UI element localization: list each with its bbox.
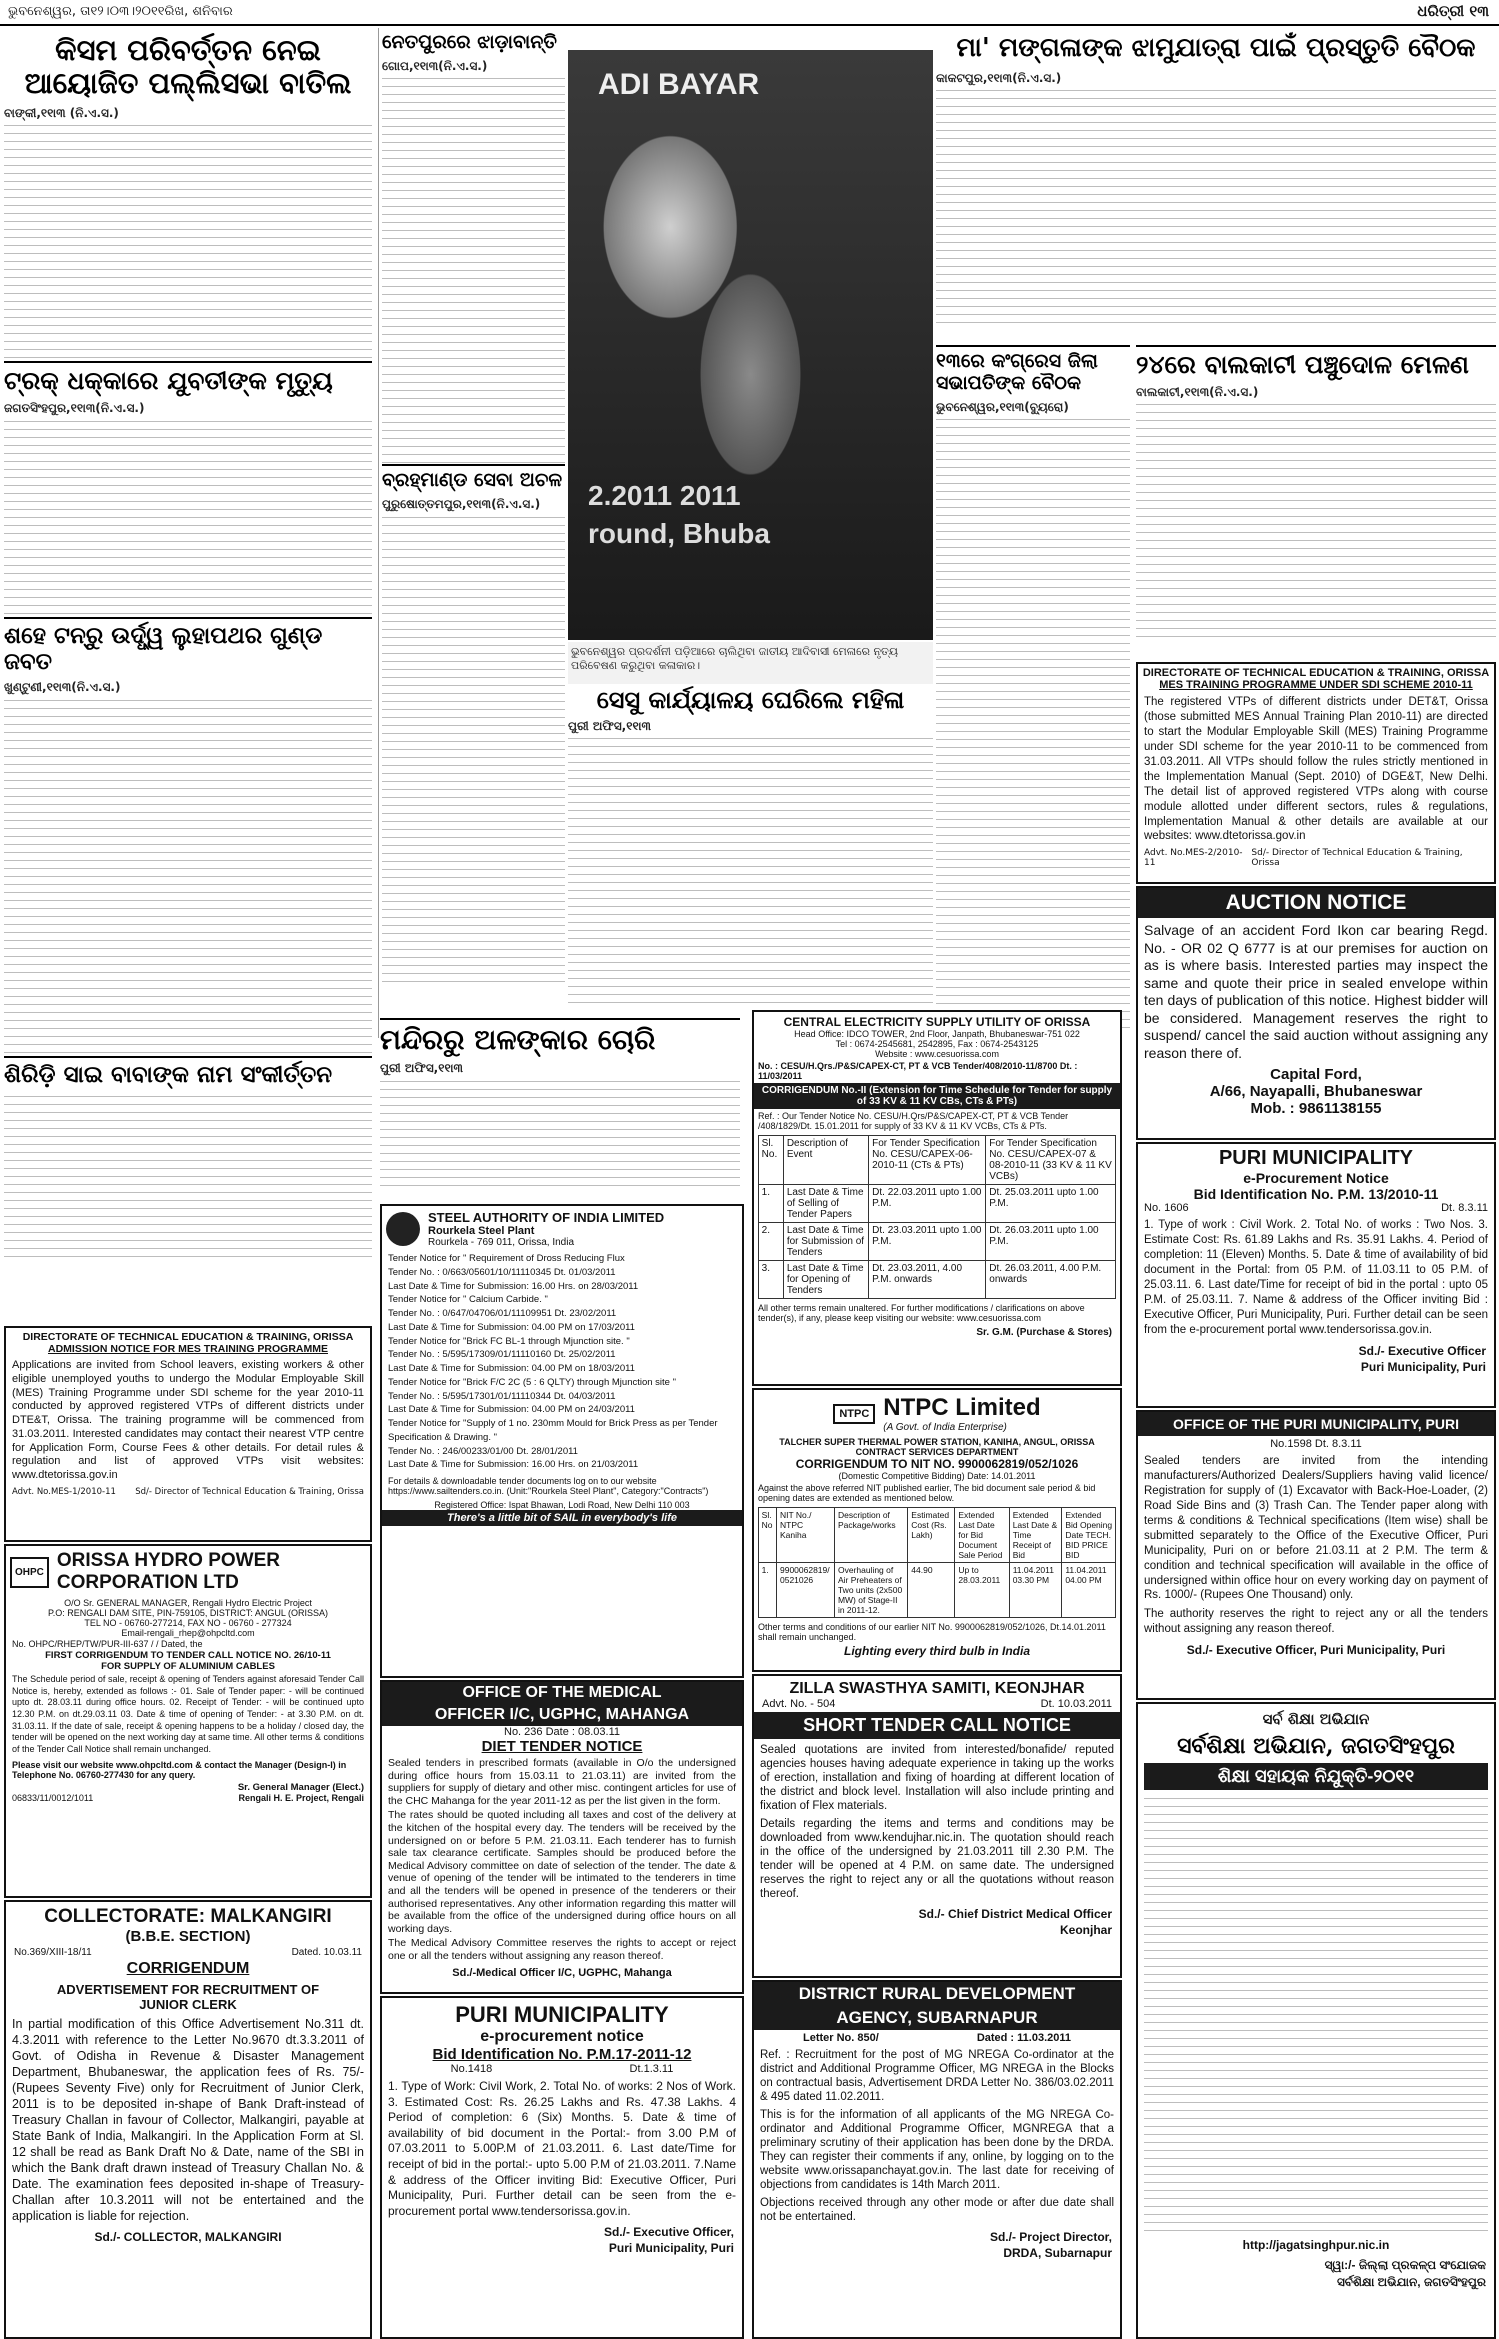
cesu-website: Website : www.cesuorissa.com [875, 1049, 999, 1059]
cesu-th: For Tender Specification No. CESU/CAPEX-07 & 08-2010-11 (33 KV & 11 KV VCBs) [986, 1136, 1116, 1185]
sarva-body-text [1144, 1794, 1488, 2234]
zilla-date: Dt. 10.03.2011 [1040, 1698, 1112, 1710]
sail-address: Rourkela - 769 011, Orissa, India [428, 1237, 575, 1248]
zilla-advt: Advt. No. - 504 [762, 1698, 836, 1710]
cesu-cell: Dt. 25.03.2011 upto 1.00 P.M. [986, 1185, 1116, 1223]
cesu-sign: Sr. G.M. (Purchase & Stores) [976, 1327, 1112, 1338]
cesu-telephone: Tel : 0674-2545681, 2542895, Fax : 0674-2543125 [835, 1039, 1039, 1049]
sail-website: For details & downloadable tender documents log on to our website https://www.sailtenders.co.in. (Unit:"Rourkela Steel Plant", Category:"Contracts") [388, 1476, 709, 1497]
puri-office-title: OFFICE OF THE PURI MUNICIPALITY, PURI [1138, 1412, 1494, 1436]
congress-story [936, 345, 1130, 1052]
cesu-cell: 2. [758, 1223, 783, 1261]
auction-body: Salvage of an accident Ford Ikon car bearing Regd. No. - OR 02 Q 6777 is at our premises for auction on as is where basis. Interested parties may inspect the same and quote their price in sealed envelope within ten days of publication of this notice. Highest bidder will be considered. Management reserves the right to suspend/ cancel the said auction without assigning any reason there of. [1144, 922, 1488, 1061]
balakati-dateline: ବାଲକାଟୀ,୧୧ା୩(ନି.ଏ.ସ.) [1136, 384, 1259, 399]
dte-mes-advt: Advt. No.MES-2/2010-11 [1144, 848, 1243, 869]
drda-letter: Letter No. 850/ [803, 2032, 879, 2044]
cesu-cell: Last Date & Time for Opening of Tenders [783, 1261, 868, 1299]
congress-text [936, 415, 1130, 1035]
cesu-cell: Last Date & Time for Submission of Tenders [783, 1223, 868, 1261]
sail-plant: Rourkela Steel Plant [428, 1225, 535, 1237]
sarva-title: ସର୍ବଶିକ୍ଷା ଅଭିଯାନ, ଜଗତସିଂହପୁର [1177, 1733, 1455, 1759]
list-item: Tender No. : 246/00233/01/00 Dt. 28/01/2011 [388, 1445, 578, 1457]
collector-sign: Sd./- COLLECTOR, MALKANGIRI [94, 2230, 282, 2244]
medical-number: No. 236 Date : 08.03.11 [504, 1726, 620, 1738]
jhamu-text [936, 86, 1496, 326]
list-item: Tender No. : 0/663/05601/10/11110345 Dt. 01/03/2011 [388, 1266, 616, 1278]
table-row [758, 1223, 1116, 1261]
drda-body-3: Objections received through any other mode or after due date shall not be entertained. [760, 2197, 1114, 2224]
balakati-text [1136, 400, 1496, 640]
puri1-title: PURI MUNICIPALITY [1218, 1147, 1414, 1169]
sesu-text [568, 734, 933, 1004]
sarva-sign-1: ସ୍ୱା:/- ଜିଲ୍ଲା ପ୍ରକଳ୍ପ ସଂଯୋଜକ [1324, 2258, 1486, 2273]
collector-title-2: (B.B.E. SECTION) [125, 1928, 251, 1945]
dte-adm-body: Applications are invited from School leavers, existing workers & other eligible unemployed youths to undergo the Modular Employable Skill (MES) Training Programme under SDI scheme for the year 2010-11 conducted by approved registered VTPs of different districts under DTE&T, Orissa. The training programme will be commenced from 31.03.2011. Interested candidates may contact their nearest VTP centre for Application Form, Course Fees & other details. For detail rules & regulation and list of approved VTPs visit websites: www.dtetorissa.gov.in [12, 1359, 364, 1481]
dte-adm-advt: Advt. No.MES-1/2010-11 [12, 1486, 116, 1497]
ntpc-corrigendum: CORRIGENDUM TO NIT NO. 9900062819/052/1026 [795, 1457, 1079, 1471]
puri2-sign-1: Sd./- Executive Officer, [603, 2225, 734, 2240]
collector-corrigendum: CORRIGENDUM [126, 1960, 250, 1977]
sarva-logo: ସର୍ବ ଶିକ୍ଷା ଅଭିଯାନ [1262, 1710, 1370, 1728]
list-item: Tender Notice for "Supply of 1 no. 230mm Mould for Brick Press as per Tender Specification & Drawing. " [388, 1418, 718, 1443]
congress-dateline: ଭୁବନେଶ୍ୱର,୧୧ା୩(ବ୍ୟୁରୋ) [936, 399, 1069, 414]
dance-photo [568, 50, 933, 640]
puri2-sign-2: Puri Municipality, Puri [608, 2241, 734, 2256]
sesu-story [568, 684, 933, 1014]
dte-mes-title: DIRECTORATE OF TECHNICAL EDUCATION & TRAINING, ORISSA [1142, 667, 1490, 679]
balakati-headline: ୨୪ରେ ବାଲକାଟୀ ପଞ୍ଚୁଦୋଳ ମେଳଣ [1136, 350, 1469, 379]
auction-mobile: Mob. : 9861138155 [1250, 1100, 1382, 1117]
collector-sub-2: JUNIOR CLERK [139, 1997, 237, 2012]
drda-title-1: DISTRICT RURAL DEVELOPMENT [754, 1982, 1120, 2006]
ntpc-logo-icon: NTPC [833, 1404, 875, 1424]
ntpc-cell: 1. [758, 1563, 776, 1618]
ntpc-cell: 9900062819/ 0521026 [776, 1563, 834, 1618]
list-item: Last Date & Time for Submission: 04.00 PM on 24/03/2011 [388, 1404, 635, 1416]
story-iron-ore-text [4, 696, 372, 1056]
ntpc-tagline: Lighting every third bulb in India [844, 1644, 1030, 1658]
zilla-body-2: Details regarding the items and terms and conditions may be downloaded from www.kendujhar.nic.in. The quotation should reach in the office of the undersigned by 21.03.2011 till 2.30 P.M. The tender will be opened at 4 P.M. on same date. The undersigned reserves the right to reject any or all the quotations without reason thereof. [760, 1818, 1114, 1901]
cesu-cell: Dt. 23.03.2011, 4.00 P.M. onwards [869, 1261, 986, 1299]
puri-office-body-2: The authority reserves the right to reject any or all the tenders without assigning any reason thereof. [1144, 1608, 1488, 1636]
ntpc-bid: (Domestic Competitive Bidding) Date: 14.01.2011 [838, 1471, 1036, 1481]
cesu-footer: All other terms remain unaltered. For further modifications / clarifications on above tender(s), if any, please keep visiting our website: www.cesuorissa.com [758, 1303, 1085, 1323]
sesu-headline: ସେସୁ କାର୍ଯ୍ୟାଳୟ ଘେରିଲେ ମହିଳା [596, 685, 905, 714]
cesu-cell: Dt. 23.03.2011 upto 1.00 P.M. [869, 1223, 986, 1261]
puri2-subtitle: e-procurement notice [480, 2028, 644, 2045]
lead-dateline: ବାଙ୍କୀ,୧୧ା୩ (ନି.ଏ.ସ.) [4, 105, 119, 120]
paper-name: ଧରିତ୍ରୀ ୧୩ [1417, 2, 1489, 20]
drda-date: Dated : 11.03.2011 [976, 2032, 1071, 2044]
ntpc-cell: 44.90 [908, 1563, 955, 1618]
ntpc-notice [752, 1388, 1122, 1672]
sarva-website: http://jagatsinghpur.nic.in [1242, 2238, 1390, 2253]
puri1-sign-1: Sd./- Executive Officer [1358, 1343, 1486, 1358]
story-broadband-text [382, 513, 565, 983]
puri1-sign-2: Puri Municipality, Puri [1360, 1359, 1486, 1374]
temple-theft-story [380, 1018, 740, 1200]
congress-headline: ୧୩ରେ କଂଗ୍ରେସ ଜିଲା ସଭାପତିଙ୍କ ବୈଠକ [936, 350, 1098, 394]
ntpc-subtitle: (A Govt. of India Enterprise) [883, 1422, 1007, 1433]
collector-sub-1: ADVERTISEMENT FOR RECRUITMENT OF [56, 1982, 320, 1997]
column-left-news [4, 28, 372, 1320]
ohpc-sign-2: Rengali H. E. Project, Rengali [238, 1792, 364, 1803]
collector-number: No.369/XIII-18/11 [14, 1947, 92, 1958]
puri2-bid-id: Bid Identification No. P.M.17-2011-12 [432, 2046, 692, 2063]
ntpc-title: NTPC Limited [883, 1394, 1041, 1421]
table-row [758, 1563, 1116, 1618]
list-item: Last Date & Time for Submission: 16.00 Hrs. on 21/03/2011 [388, 1459, 639, 1471]
headline-sai-baba: ଶିରିଡ଼ି ସାଇ ବାବାଙ୍କ ନାମ ସଂକୀର୍ତ୍ତନ [4, 1060, 333, 1088]
ohpc-number: No. OHPC/RHEP/TW/PUR-III-637 / / Dated, the [12, 1639, 203, 1649]
dateline-truck: ଜଗତସିଂହପୁର,୧୧ା୩(ନି.ଏ.ସ.) [4, 400, 145, 415]
puri-municipality-notice-2 [380, 1996, 744, 2339]
masthead [0, 0, 1499, 26]
medical-subtitle: DIET TENDER NOTICE [481, 1738, 643, 1755]
sarva-shiksha-notice [1136, 1702, 1496, 2339]
list-item: Tender Notice for " Requirement of Dross Reducing Flux [388, 1253, 625, 1264]
list-item: Tender Notice for "Brick F/C 2C (5 : 6 QLTY) through Mjunction site " [388, 1376, 676, 1388]
ohpc-notice [4, 1544, 372, 1898]
puri1-date: Dt. 8.3.11 [1441, 1202, 1488, 1214]
puri-municipality-office-notice [1136, 1410, 1496, 1700]
puri2-body: 1. Type of Work: Civil Work, 2. Total No. of works: 2 Nos of Work. 3. Estimated Cost: Rs. 26.25 Lakhs and Rs. 47.38 Lakhs. 4 Period of completion: 6 (Six) Months. 5. Date & time of availability of bid document in the Portal:- from 3.00 P.M of 07.03.2011 to 5.00P.M of 21.03.2011. 6. Last date/Time for receipt of bid in the portal:- upto 5.00 P.M of 21.03.2011. 7.Name & address of the Officer inviting Bid: Executive Officer, Puri Municipality, Puri. Further detail can be seen from the e-procurement portal www.tendersorissa.gov.in. [388, 2079, 736, 2218]
ntpc-cell: Up to 28.03.2011 [955, 1563, 1009, 1618]
drda-notice [752, 1980, 1122, 2339]
cesu-schedule-table [758, 1135, 1117, 1299]
medical-officer-notice [380, 1680, 744, 1994]
story-sai-baba-text [4, 1092, 372, 1262]
list-item: Tender No. : 0/647/04706/01/11109951 Dt. 23/02/2011 [388, 1308, 617, 1320]
story-truck-text [4, 417, 372, 617]
drda-sign-1: Sd./- Project Director, [989, 2230, 1112, 2245]
photo-banner-bottom-2: round, Bhuba [588, 518, 770, 549]
jhamu-headline: ମା' ମଙ୍ଗଳାଙ୍କ ଝାମୁଯାତ୍ରା ପାଇଁ ପ୍ରସ୍ତୁତି ବୈଠକ [956, 33, 1476, 63]
ntpc-th: Estimated Cost (Rs. Lakh) [908, 1508, 955, 1563]
sail-tender-list [382, 1252, 742, 1472]
lead-story-text [4, 121, 372, 361]
dateline-iron-ore: ଖୁଣ୍ଟୁଣୀ,୧୧ା୩(ନି.ଏ.ସ.) [4, 680, 121, 695]
temple-text [380, 1077, 740, 1187]
ohpc-title-2: CORPORATION LTD [56, 1572, 239, 1593]
list-item: Last Date & Time for Submission: 04.00 PM on 17/03/2011 [388, 1321, 635, 1333]
ohpc-body: The Schedule period of sale, receipt & opening of Tenders against aforesaid Tender Call Notice is, hereby, extended as follows :- 01. Sale of Tender paper: - will be continued upto dt. 28.03.11 during office hours. 02. Receipt of Tender: - will be continued upto 12.30 P.M. on dt.29.03.11 03. Date & time of opening of Tender: - at 3.30 P.M. on dt. 31.03.11. If the date of sale, receipt & opening happens to be a holiday / closed day, the tender will be opened on the next working day at same time. All other terms & conditions of the Tender Call Notice shall remain unchanged. [12, 1674, 364, 1755]
cesu-th: For Tender Specification No. CESU/CAPEX-06-2010-11 (CTs & PTs) [869, 1136, 986, 1185]
puri-office-number: No.1598 Dt. 8.3.11 [1270, 1438, 1362, 1450]
zilla-title: ZILLA SWASTHYA SAMITI, KEONJHAR [789, 1680, 1085, 1697]
balakati-story [1136, 345, 1496, 657]
dte-mes-notice [1136, 662, 1496, 884]
ntpc-footer: Other terms and conditions of our earlier NIT No. 9900062819/052/1026, Dt.14.01.2011 shall remain unchanged. [758, 1622, 1106, 1642]
ntpc-station: TALCHER SUPER THERMAL POWER STATION, KANIHA, ANGUL, ORISSA [779, 1437, 1095, 1447]
cesu-number: No. : CESU/H.Qrs./P&S/CAPEX-CT, PT & VCB Tender/408/2010-11/8700 Dt. : 11/03/2011 [758, 1061, 1078, 1081]
ntpc-th: Extended Last Date for Bid Document Sale Period [955, 1508, 1009, 1563]
story-diarrhoea-text [382, 74, 565, 464]
cesu-cell: Dt. 26.03.2011, 4.00 P.M. onwards [986, 1261, 1116, 1299]
zilla-sign-2: Keonjhar [1059, 1923, 1112, 1938]
cesu-corrigendum: CORRIGENDUM No.-II (Extension for Time Schedule for Tender for supply of 33 KV & 11 KV CBs, CTs & PTs) [754, 1083, 1120, 1109]
drda-title-2: AGENCY, SUBARNAPUR [754, 2006, 1120, 2030]
medical-body-3: The Medical Advisory Committee reserves the rights to accept or reject one or all the tenders without assigning any reason thereof. [388, 1937, 736, 1962]
medical-body-2: The rates should be quoted including all taxes and cost of the delivery at the kitchen of the hospital every day. The tenders will be received by the undersigned on or before 5 P.M. 21.03.11. Each tenderer has to furnish sale tax clearance certificate. Samples should be produced before the Medical Advisory committee on date of selection of the tender. The date & venue of opening of the tender will be intimated to the tenderers in time and all the tenders will be opened in presence of the tenderers or their authorised representatives. Any other information regarding this matter will be available from the office of the undersigned during office hours on all working days. [388, 1809, 736, 1935]
cesu-title: CENTRAL ELECTRICITY SUPPLY UTILITY OF ORISSA [783, 1015, 1091, 1029]
dte-mes-sign: Sd/- Director of Technical Education & Training, Orissa [1251, 848, 1463, 869]
ntpc-intro: Against the above referred NIT published earlier, The bid document sale period & bid opening dates are extended as mentioned below. [758, 1483, 1096, 1503]
ohpc-corrigendum-2: FOR SUPPLY OF ALUMINIUM CABLES [101, 1661, 275, 1672]
drda-sign-2: DRDA, Subarnapur [1003, 2246, 1112, 2261]
photo-banner-top: ADI BAYAR [598, 68, 760, 101]
photo-banner-bottom: 2.2011 2011 [588, 480, 741, 511]
ntpc-th: Extended Bid Opening Date TECH. BID PRICE BID [1062, 1508, 1116, 1563]
puri2-date: Dt.1.3.11 [629, 2063, 674, 2075]
medical-body: Sealed tenders in prescribed formats (available in O/o the undersigned during office hours from 15.03.11 to 21.03.11) are invited from the suppliers for supply of dietary and other misc. contingent articles for use of the CHC Mahanga for the year 2011-12 as per the list given in the form. [388, 1757, 736, 1807]
sarva-sign-2: ସର୍ବଶିକ୍ଷା ଅଭିଯାନ, ଜଗତସିଂହପୁର [1336, 2275, 1486, 2290]
sarva-subtitle: ଶିକ୍ଷା ସହାୟକ ନିଯୁକ୍ତି-୨୦୧୧ [1144, 1763, 1488, 1790]
sail-office: Registered Office: Ispat Bhawan, Lodi Road, New Delhi 110 003 [434, 1500, 690, 1511]
list-item: Tender No. : 5/595/17309/01/11110160 Dt. 25/02/2011 [388, 1349, 616, 1361]
cesu-th: Sl. No. [758, 1136, 783, 1185]
zilla-body: Sealed quotations are invited from interested/bonafide/ reputed agencies houses having adequate experience in taking up the works of erection, installation and fixing of hoarding at different location of the district and block level. Installation will also include printing and fixation of Flex materials. [760, 1744, 1114, 1813]
puri1-subtitle: e-Procurement Notice [1243, 1170, 1389, 1186]
list-item: Tender Notice for " Calcium Carbide. " [388, 1294, 548, 1306]
ntpc-cell: 11.04.2011 04.00 PM [1062, 1563, 1116, 1618]
ohpc-sign-1: Sr. General Manager (Elect.) [237, 1781, 364, 1793]
ohpc-website: Please visit our website www.ohpcltd.com & contact the Manager (Design-I) in Telephone No. 06760-277430 for any query. [12, 1759, 347, 1780]
list-item: Tender Notice for "Brick FC BL-1 through Mjunction site. " [388, 1335, 630, 1347]
drda-body: Ref. : Recruitment for the post of MG NREGA Co-ordinator at the district and Additional Programme Officer, MG NREGA in the Blocks on contractual basis, Advertisement DRDA Letter No. 386/03.02.2011 & 495 dated 11.02.2011. [760, 2049, 1114, 2104]
ntpc-th: NIT No./ NTPC Kaniha [776, 1508, 834, 1563]
headline-iron-ore: ଶହେ ଟନ୍ରୁ ଉର୍ଦ୍ଧ୍ୱ ଲୁହାପଥର ଗୁଣ୍ଡ ଜବତ [4, 621, 323, 675]
ohpc-title-1: ORISSA HYDRO POWER [56, 1550, 280, 1571]
column-2-news [378, 28, 565, 1038]
dte-mes-subtitle: MES TRAINING PROGRAMME UNDER SDI SCHEME 2010-11 [1159, 679, 1473, 691]
cesu-notice [752, 1010, 1122, 1386]
ohpc-address-2: P.O: RENGALI DAM SITE, PIN-759105, DISTRICT: ANGUL (ORISSA) [47, 1608, 329, 1618]
ntpc-th: Description of Package/works [834, 1508, 907, 1563]
medical-title-1: OFFICE OF THE MEDICAL [382, 1682, 742, 1704]
medical-sign: Sd./-Medical Officer I/C, UGPHC, Mahanga [452, 1966, 672, 1979]
ohpc-email: Email-rengali_rhep@ohpcltd.com [121, 1628, 255, 1638]
list-item: Last Date & Time for Submission: 16.00 Hrs. on 28/03/2011 [388, 1280, 639, 1292]
dateline-broadband: ପୁରୁଷୋତ୍ତମପୁର,୧୧ା୩(ନି.ଏ.ସ.) [382, 497, 541, 512]
puri-municipality-notice-1 [1136, 1142, 1496, 1408]
cesu-cell: Last Date & Time of Selling of Tender Papers [783, 1185, 868, 1223]
ohpc-ref: 06833/11/0012/1011 [12, 1792, 94, 1803]
collector-date: Dated. 10.03.11 [291, 1947, 362, 1958]
collectorate-notice [4, 1900, 372, 2339]
photo-caption: ଭୁବନେଶ୍ୱର ପ୍ରଦର୍ଶନୀ ପଡ଼ିଆରେ ଚାଲିଥିବା ଜାତୀୟ ଆଦିବାସୀ ମେଳାରେ ନୃତ୍ୟ ପରିବେଷଣ କରୁଥିବା କଳାକାର। [568, 642, 933, 684]
puri1-body: 1. Type of work : Civil Work. 2. Total No. of works : Two Nos. 3. Estimate Cost: Rs. 61.89 Lakhs and Rs. 35.91 Lakhs. 4. Period of completion: 11 (Eleven) Months. 5. Date & time of availability of bid document in the Portal: from 05 P.M. of 11.03.11 to 05 P.M. of 25.03.11. 6. Last date/Time for receipt of bid in the portal : upto 05 P.M. of 25.03.11. 7. Name & address of the Officer inviting Bid : Executive Officer, Puri Municipality, Puri. Further detail can be seen from the e-procurement portal www.tendersorissa.gov.in. [1144, 1219, 1488, 1336]
collector-body: In partial modification of this Office Advertisement No.311 dt. 4.3.2011 with reference to the Letter No.9670 dt.3.3.2011 of Govt. of Odisha in Revenue & Disaster Management Department, Bhubaneswar, the application fees of Rs. 75/- (Rupees Seventy Five) only for Recruitment of Junior Clerk, 2011 is to be deposited in-shape of Bank Draft-instead of Treasury Challan in favour of Collector, Malkangiri, payable at State Bank of India, Malkangiri. In the Application Form at Sl. 12 shall be read as Bank Draft No & Date, name of the SBI in which the Bank draft drawn instead of Treasury Challan No. & Date. The examination fees deposited in-shape of Treasury-Challan after 10.3.2011 will not be entertained and the application is liable for rejection. [12, 2017, 364, 2223]
zilla-subtitle: SHORT TENDER CALL NOTICE [754, 1712, 1120, 1739]
headline-truck: ଟ୍ରକ୍ ଧକ୍କାରେ ଯୁବତୀଙ୍କ ମୃତ୍ୟୁ [4, 366, 333, 396]
sail-logo-icon [386, 1212, 420, 1246]
jhamu-yatra-story [936, 28, 1496, 338]
sail-notice [380, 1204, 744, 1678]
ntpc-cell: 11.04.2011 03.30 PM [1009, 1563, 1062, 1618]
ntpc-th: Extended Last Date & Time Receipt of Bid [1009, 1508, 1062, 1563]
auction-title: AUCTION NOTICE [1138, 888, 1494, 918]
sesu-dateline: ପୁରୀ ଅଫିସ,୧୧ା୩ [568, 718, 651, 733]
headline-diarrhoea: ନେତପୁରରେ ଝାଡ଼ାବାନ୍ତି [382, 31, 557, 53]
auction-address: A/66, Nayapalli, Bhubaneswar [1209, 1083, 1423, 1100]
dateline: ଭୁବନେଶ୍ୱର, ତା୧୨।୦୩।୨୦୧୧ରିଖ, ଶନିବାର [8, 4, 233, 19]
ntpc-cell: Overhauling of Air Preheaters of Two units (2x500 MW) of Stage-II in 2011-12. [834, 1563, 907, 1618]
cesu-address: Head Office: IDCO TOWER, 2nd Floor, Janpath, Bhubaneswar-751 022 [794, 1029, 1080, 1039]
cesu-cell: Dt. 22.03.2011 upto 1.00 P.M. [869, 1185, 986, 1223]
ntpc-th: Sl. No [758, 1508, 776, 1563]
dte-admission-notice [4, 1326, 372, 1542]
ohpc-telephone: TEL NO - 06760-277214, FAX NO - 06760 - 277324 [84, 1618, 292, 1628]
cesu-cell: 3. [758, 1261, 783, 1299]
list-item: Tender No. : 5/595/17301/01/11110344 Dt. 04/03/2011 [388, 1390, 616, 1402]
dte-mes-body: The registered VTPs of different districts under DET&T, Orissa (those submitted MES Annual Training Plan 2010-11) are directed to start the Modular Employable Skill (MES) Training Programme under SDI scheme for the year 2010-11 to be commenced from 31.03.2011. All VTPs should follow the rules strictly mentioned in the Implementation Manual (Sept. 2010) of DGE&T, New Delhi. The detail list of approved registered VTPs along with course module allotted under different sectors, rules & regulations, Implementation Manual & other details are available at our websites: www.dtetorissa.gov.in [1144, 696, 1488, 843]
auction-firm: Capital Ford, [1270, 1066, 1362, 1083]
zilla-sign-1: Sd./- Chief District Medical Officer [918, 1907, 1112, 1922]
auction-notice [1136, 886, 1496, 1140]
dateline-diarrhoea: ଗୋପ,୧୧ା୩(ନି.ଏ.ସ.) [382, 58, 488, 73]
temple-dateline: ପୁରୀ ଅଫିସ,୧୧ା୩ [380, 1061, 463, 1076]
puri2-number: No.1418 [450, 2063, 493, 2075]
cesu-cell: 1. [758, 1185, 783, 1223]
puri1-bid-id: Bid Identification No. P.M. 13/2010-11 [1193, 1186, 1439, 1202]
ohpc-logo-icon: OHPC [10, 1557, 49, 1588]
puri-office-sign: Sd./- Executive Officer, Puri Municipality, Puri [1186, 1643, 1446, 1658]
dte-adm-subtitle: ADMISSION NOTICE FOR MES TRAINING PROGRAMME [47, 1343, 328, 1355]
collector-title-1: COLLECTORATE: MALKANGIRI [44, 1906, 332, 1927]
ohpc-address-1: O/O Sr. GENERAL MANAGER, Rengali Hydro Electric Project [64, 1598, 312, 1608]
zilla-swasthya-notice [752, 1674, 1122, 1978]
ohpc-corrigendum-1: FIRST CORRIGENDUM TO TENDER CALL NOTICE NO. 26/10-11 [45, 1650, 331, 1661]
lead-headline: କିସମ ପରିବର୍ତ୍ତନ ନେଇ ଆୟୋଜିତ ପଲ୍ଲିସଭା ବାତିଲ [24, 33, 352, 101]
puri1-number: No. 1606 [1144, 1202, 1189, 1214]
cesu-reference: Ref. : Our Tender Notice No. CESU/H.Qrs/P&S/CAPEX-CT, PT & VCB Tender /408/1829/Dt. 15.01.2011 for supply of 33 KV & 11 KV VCBs, CTs & PTs. [758, 1111, 1069, 1131]
drda-body-2: This is for the information of all applicants of the MG NREGA Co-ordinator and Additional Programme Officer, MGNREGA that a preliminary scrutiny of their application has been done by the DRDA. They can register their comments if any, online, by logging on to the website www.orissapanchayat.gov.in. The last date for receiving of objections from candidates is 14th March 2011. [760, 2109, 1114, 2192]
sail-title: STEEL AUTHORITY OF INDIA LIMITED [428, 1210, 665, 1225]
list-item: Last Date & Time for Submission: 04.00 PM on 18/03/2011 [388, 1363, 635, 1375]
table-row [758, 1185, 1116, 1223]
temple-headline: ମନ୍ଦିରରୁ ଅଳଙ୍କାର ଚୋରି [380, 1023, 656, 1056]
medical-title-2: OFFICER I/C, UGPHC, MAHANGA [382, 1704, 742, 1726]
ntpc-dept: CONTRACT SERVICES DEPARTMENT [855, 1447, 1019, 1457]
puri-office-body: Sealed tenders are invited from the intending manufacturers/Authorized Dealers/Suppliers having valid licence/ Registration for supply of (1) Excavator with Back-Hoe-Loader, (2) Road Side Bins and (3) Trash Can. The Tender paper along with terms & conditions & Technical specifications (Item wise) shall be submitted separately to the Office of the Executive Officer, Puri Municipality, Puri on or before 21.03.11 at 2 P.M. The term & condition and technical specification will available in the office of undersigned within office hour on every working day on payment of Rs. 1000/- (Rupees One Thousand) only. [1144, 1455, 1488, 1602]
cesu-th: Description of Event [783, 1136, 868, 1185]
jhamu-dateline: କାକଟପୁର,୧୧ା୩(ନି.ଏ.ସ.) [936, 70, 1062, 85]
dte-adm-title: DIRECTORATE OF TECHNICAL EDUCATION & TRAINING, ORISSA [22, 1331, 354, 1343]
table-row [758, 1261, 1116, 1299]
sail-tagline: There's a little bit of SAIL in everybody's life [382, 1510, 742, 1526]
headline-broadband: ବ୍ରହ୍ମାଣ୍ଡ ସେବା ଅଚଳ [382, 469, 563, 492]
dte-adm-sign: Sd/- Director of Technical Education & Training, Orissa [135, 1486, 364, 1497]
cesu-cell: Dt. 26.03.2011 upto 1.00 P.M. [986, 1223, 1116, 1261]
puri2-title: PURI MUNICIPALITY [455, 2002, 669, 2027]
ntpc-table [758, 1507, 1117, 1618]
